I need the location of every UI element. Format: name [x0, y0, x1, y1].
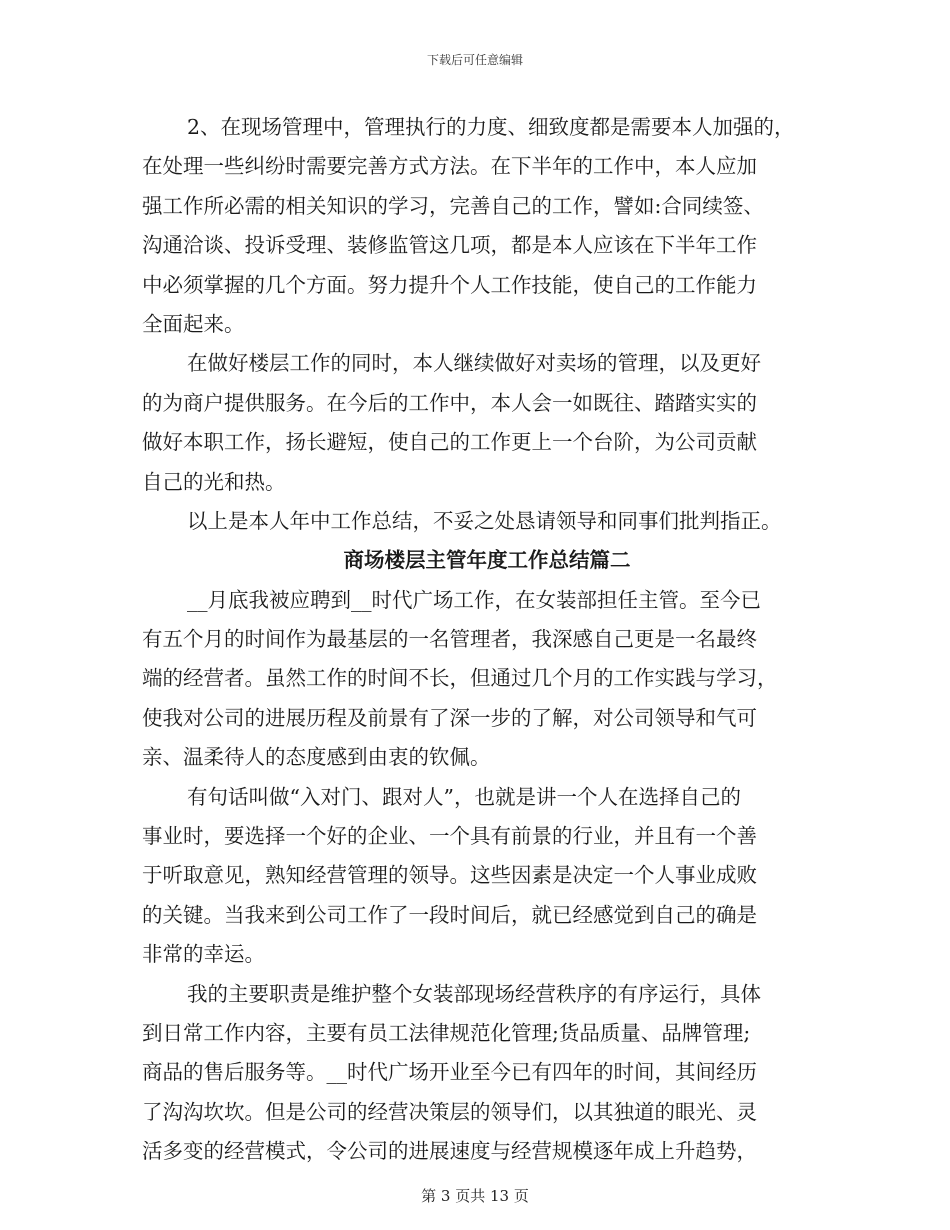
page-footer: 第 3 页共 13 页: [421, 1187, 529, 1205]
text-line: 有五个月的时间作为最基层的一名管理者，我深感自己更是一名最终: [142, 627, 757, 652]
text-line: 我的主要职责是维护整个女装部现场经营秩序的有序运行，具体: [187, 981, 761, 1006]
text-line: 有句话叫做“入对门、跟对人”，也就是讲一个人在选择自己的: [187, 784, 741, 809]
text-line: 了沟沟坎坎。但是公司的经营决策层的领导们，以其独道的眼光、灵: [142, 1099, 757, 1124]
text-line: 的关键。当我来到公司工作了一段时间后，就已经感觉到自己的确是: [142, 902, 757, 927]
section-title: 商场楼层主管年度工作总结篇二: [343, 548, 631, 573]
page-header: 下载后可任意编辑: [426, 53, 523, 67]
text-line: 活多变的经营模式，令公司的进展速度与经营规模逐年成上升趋势，: [142, 1139, 757, 1164]
text-line: 端的经营者。虽然工作的时间不长，但通过几个月的工作实践与学习，: [142, 666, 778, 691]
text-line: 做好本职工作，扬长避短，使自己的工作更上一个台阶，为公司贡献: [142, 430, 757, 455]
text-line: 商品的售后服务等。__时代广场开业至今已有四年的时间，其间经历: [142, 1060, 757, 1085]
text-line: 自己的光和热。: [142, 469, 286, 494]
text-line: 中必须掌握的几个方面。努力提升个人工作技能，使自己的工作能力: [142, 272, 757, 297]
text-line: 在做好楼层工作的同时，本人继续做好对卖场的管理，以及更好: [187, 351, 761, 376]
text-line: 事业时，要选择一个好的企业、一个具有前景的行业，并且有一个善: [142, 824, 757, 849]
text-line: 使我对公司的进展历程及前景有了深一步的了解，对公司领导和气可: [142, 705, 757, 730]
text-line: 2、在现场管理中，管理执行的力度、细致度都是需要本人加强的，: [187, 115, 795, 139]
document-body: [142, 108, 808, 1172]
text-line: 强工作所必需的相关知识的学习，完善自己的工作，譬如:合同续签、: [142, 193, 764, 218]
text-line: 在处理一些纠纷时需要完善方式方法。在下半年的工作中，本人应加: [142, 154, 757, 179]
text-line: 亲、温柔待人的态度感到由衷的钦佩。: [142, 745, 491, 770]
text-line: 到日常工作内容，主要有员工法律规范化管理;货品质量、品牌管理;: [142, 1020, 751, 1045]
text-line: 以上是本人年中工作总结，不妥之处恳请领导和同事们批判指正。: [187, 508, 782, 533]
text-line: 的为商户提供服务。在今后的工作中，本人会一如既往、踏踏实实的: [142, 390, 757, 415]
text-line: 全面起来。: [142, 311, 245, 336]
text-line: __月底我被应聘到__时代广场工作，在女装部担任主管。至今已: [187, 587, 761, 612]
text-line: 于听取意见，熟知经营管理的领导。这些因素是决定一个人事业成败: [142, 863, 757, 888]
text-line: 非常的幸运。: [142, 942, 265, 967]
text-line: 沟通洽谈、投诉受理、装修监管这几项，都是本人应该在下半年工作: [142, 233, 757, 258]
